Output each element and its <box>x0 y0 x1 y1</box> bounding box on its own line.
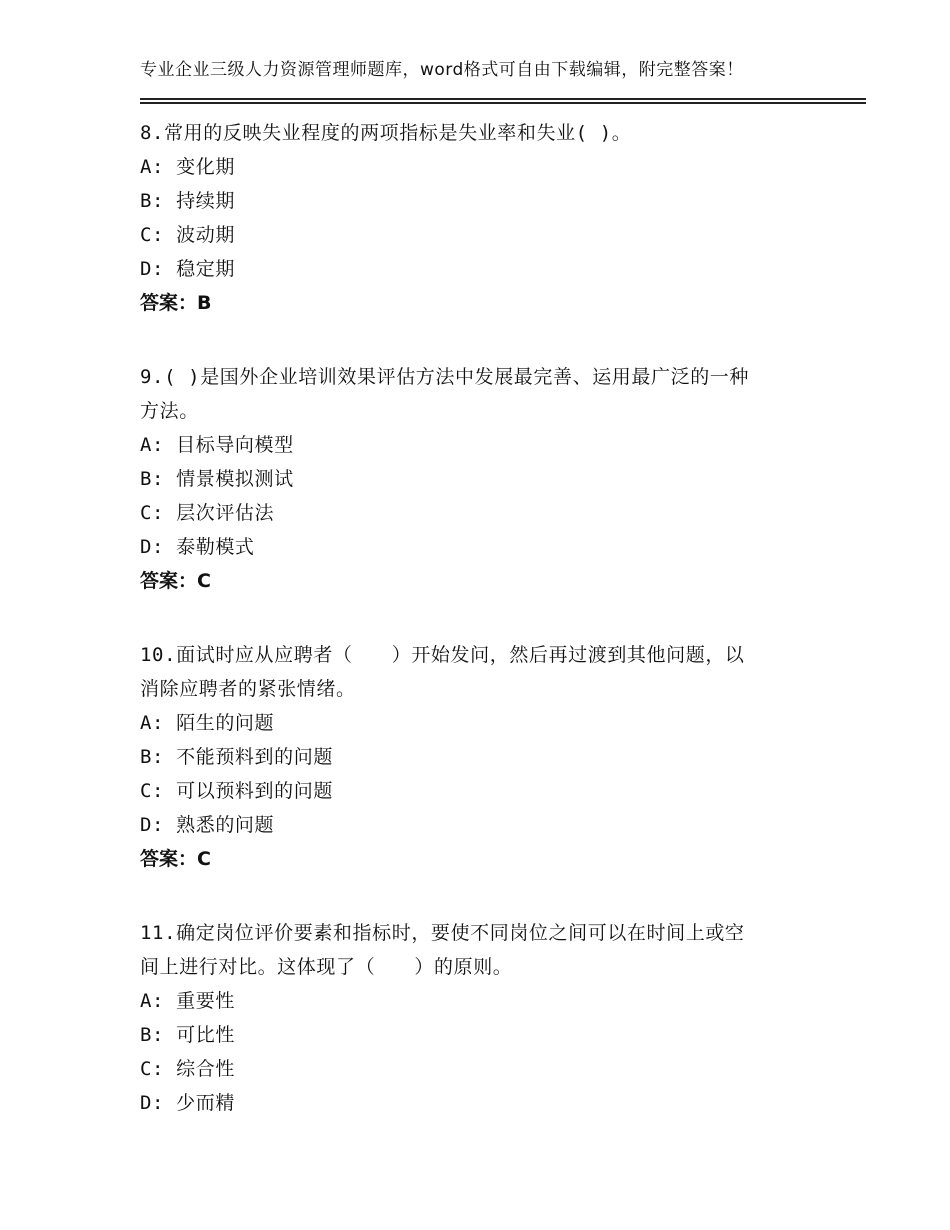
header-divider <box>140 98 866 100</box>
question-text: 11.确定岗位评价要素和指标时，要使不同岗位之间可以在时间上或空 <box>140 922 745 944</box>
option-a: A: 变化期 <box>140 156 235 178</box>
question-list <box>140 116 820 1160</box>
question-text-continued: 间上进行对比。这体现了（ ）的原则。 <box>140 956 513 978</box>
option-d: D: 熟悉的问题 <box>140 814 275 836</box>
answer-line <box>140 842 820 876</box>
option-a: A: 目标导向模型 <box>140 434 294 456</box>
answer-value: C <box>197 848 211 870</box>
option-b: B: 情景模拟测试 <box>140 468 294 490</box>
option-b: B: 不能预料到的问题 <box>140 746 333 768</box>
option-a: A: 陌生的问题 <box>140 712 275 734</box>
answer-label: 答案： <box>140 292 198 314</box>
answer-line <box>140 286 820 320</box>
option-a: A: 重要性 <box>140 990 235 1012</box>
question-8 <box>140 116 820 320</box>
question-text: 9.( )是国外企业培训效果评估方法中发展最完善、运用最广泛的一种 <box>140 366 749 388</box>
question-9 <box>140 360 820 598</box>
header-divider-double <box>140 102 866 104</box>
answer-label: 答案： <box>140 570 198 592</box>
option-c: C: 层次评估法 <box>140 502 275 524</box>
option-c: C: 可以预料到的问题 <box>140 780 333 802</box>
question-10 <box>140 638 820 876</box>
page-header: 专业企业三级人力资源管理师题库，word格式可自由下载编辑，附完整答案！ <box>140 60 744 80</box>
answer-label: 答案： <box>140 848 198 870</box>
option-c: C: 综合性 <box>140 1058 235 1080</box>
answer-value: C <box>197 570 211 592</box>
option-d: D: 泰勒模式 <box>140 536 255 558</box>
answer-value: B <box>197 292 212 314</box>
question-text-continued: 方法。 <box>140 400 199 422</box>
question-11 <box>140 916 820 1120</box>
option-b: B: 持续期 <box>140 190 235 212</box>
option-d: D: 稳定期 <box>140 258 235 280</box>
question-text: 8.常用的反映失业程度的两项指标是失业率和失业( )。 <box>140 122 632 144</box>
option-d: D: 少而精 <box>140 1092 235 1114</box>
option-b: B: 可比性 <box>140 1024 235 1046</box>
question-text: 10.面试时应从应聘者（ ）开始发问，然后再过渡到其他问题，以 <box>140 644 745 666</box>
answer-line <box>140 564 820 598</box>
question-text-continued: 消除应聘者的紧张情绪。 <box>140 678 356 700</box>
option-c: C: 波动期 <box>140 224 235 246</box>
